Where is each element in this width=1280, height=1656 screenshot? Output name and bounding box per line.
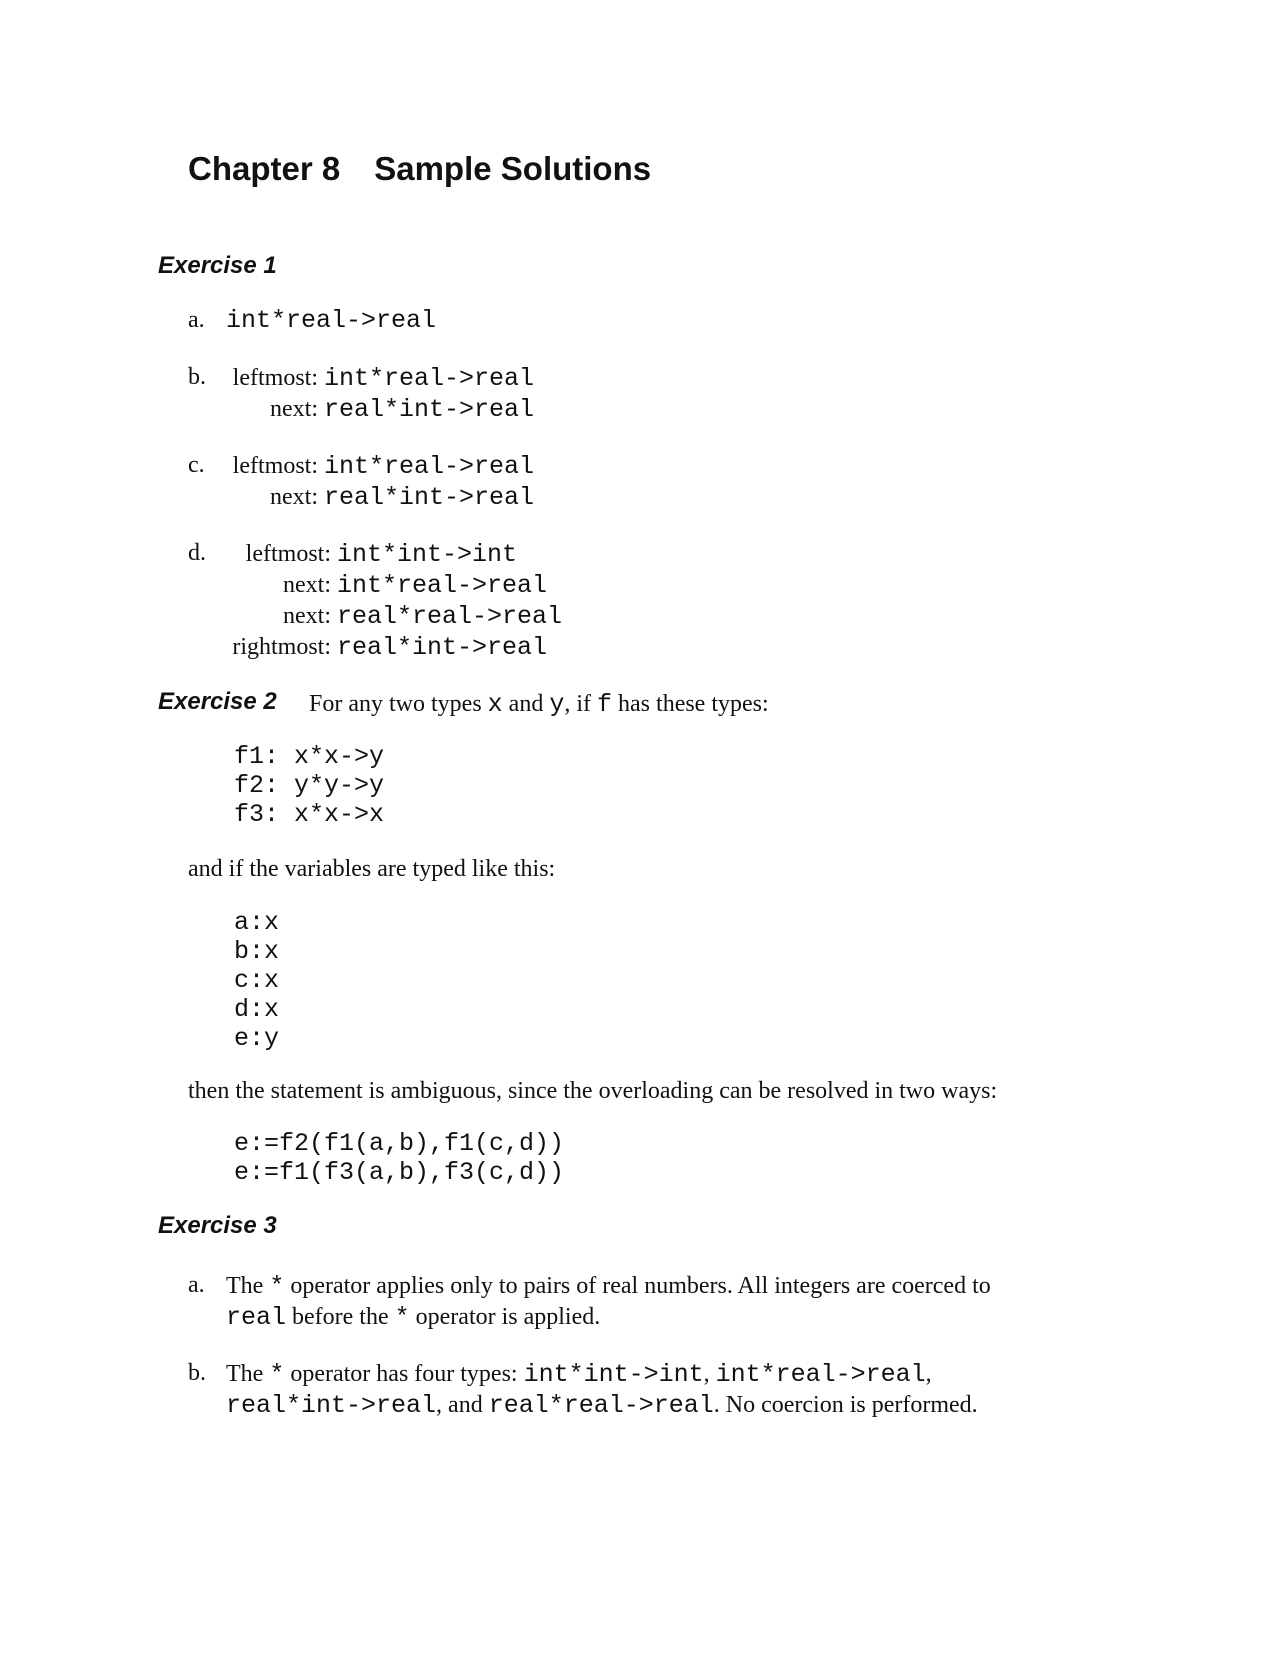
- ex3-b-line-1: [226, 1360, 932, 1389]
- ex2-intro-code-y: y: [549, 690, 565, 719]
- ex1-b-line-2: [226, 395, 534, 424]
- code-line: f3: x*x->x: [234, 800, 385, 829]
- ex1-b-leftmost-label: leftmost:: [232, 365, 318, 391]
- ex2-resolutions: [234, 1129, 564, 1187]
- ex3-b-text: , and: [436, 1392, 489, 1418]
- code-line: e:y: [234, 1024, 280, 1053]
- ex2-intro-code-f: f: [597, 690, 613, 719]
- ex2-intro-text-1: For any two types: [309, 691, 488, 717]
- ex1-a-marker: a.: [188, 307, 205, 333]
- ex1-c-leftmost-label: leftmost:: [232, 453, 318, 479]
- exercise-1-heading: Exercise 1: [158, 252, 277, 279]
- ex1-c-next-label: next:: [270, 484, 318, 510]
- ex3-b-marker: b.: [188, 1360, 206, 1386]
- ex3-a-line-1: [226, 1272, 991, 1301]
- ex3-a-operator-code: *: [269, 1272, 285, 1301]
- ex1-b-leftmost-code: int*real->real: [324, 364, 535, 393]
- ex1-b-line-1: [226, 364, 534, 393]
- ex3-a-text: operator is applied.: [409, 1304, 601, 1330]
- ex3-b-text: ,: [703, 1361, 716, 1387]
- ex2-intro-text-4: has these types:: [612, 691, 769, 717]
- ex1-a-code: int*real->real: [226, 306, 437, 335]
- ex3-b-text: ,: [925, 1361, 932, 1387]
- code-line: e:=f1(f3(a,b),f3(c,d)): [234, 1158, 565, 1187]
- ex1-c-line-2: [226, 483, 534, 512]
- ex3-b-type-code: int*real->real: [715, 1360, 926, 1389]
- ex3-b-text: . No coercion is performed.: [713, 1392, 978, 1418]
- ex1-b-marker: b.: [188, 364, 206, 390]
- ex3-b-type-code: real*int->real: [226, 1391, 437, 1420]
- ex1-d-next-label-1: next:: [283, 572, 331, 598]
- code-line: f1: x*x->y: [234, 742, 385, 771]
- ex2-intro: [309, 690, 769, 719]
- ex1-b-next-code: real*int->real: [324, 395, 535, 424]
- ex3-a-marker: a.: [188, 1272, 205, 1298]
- ex2-function-types: [234, 742, 384, 829]
- ex3-b-type-code: real*real->real: [488, 1391, 714, 1420]
- exercise-2-heading: Exercise 2: [158, 688, 277, 715]
- page-title: [188, 150, 651, 188]
- ex2-ambiguity-text: then the statement is ambiguous, since the overloading can be resolved in two ways:: [188, 1078, 998, 1104]
- ex1-d-rightmost-code: real*int->real: [337, 633, 548, 662]
- ex1-c-line-1: [226, 452, 534, 481]
- exercise-3-heading: Exercise 3: [158, 1212, 277, 1239]
- ex1-d-rightmost-label: rightmost:: [232, 634, 331, 660]
- ex2-variable-types: [234, 908, 279, 1053]
- ex1-d-leftmost-label: leftmost:: [245, 541, 331, 567]
- code-line: e:=f2(f1(a,b),f1(c,d)): [234, 1129, 565, 1158]
- ex1-d-next-code-1: int*real->real: [337, 571, 548, 600]
- ex3-a-real-code: real: [226, 1303, 287, 1332]
- ex1-d-line-1: [226, 540, 517, 569]
- ex2-intro-text-2: and: [502, 691, 550, 717]
- code-line: d:x: [234, 995, 280, 1024]
- code-line: b:x: [234, 937, 280, 966]
- chapter-title: Sample Solutions: [374, 150, 652, 187]
- ex1-d-line-2: [226, 571, 547, 600]
- ex3-a-text: before the: [286, 1304, 395, 1330]
- ex1-d-line-3: [226, 602, 562, 631]
- ex3-b-operator-code: *: [269, 1360, 285, 1389]
- ex3-b-type-code: int*int->int: [523, 1360, 704, 1389]
- ex3-b-text: The: [226, 1361, 270, 1387]
- ex3-a-text: operator applies only to pairs of real numbers. All integers are coerced to: [284, 1273, 991, 1299]
- code-line: f2: y*y->y: [234, 771, 385, 800]
- ex1-d-leftmost-code: int*int->int: [337, 540, 518, 569]
- ex3-a-text: The: [226, 1273, 270, 1299]
- ex2-intro-text-3: , if: [564, 691, 598, 717]
- ex2-vars-intro: and if the variables are typed like this:: [188, 856, 556, 882]
- ex1-d-next-label-2: next:: [283, 603, 331, 629]
- ex2-intro-code-x: x: [487, 690, 503, 719]
- ex1-b-next-label: next:: [270, 396, 318, 422]
- ex1-d-next-code-2: real*real->real: [337, 602, 563, 631]
- ex1-c-marker: c.: [188, 452, 205, 478]
- code-line: c:x: [234, 966, 280, 995]
- ex3-b-text: operator has four types:: [284, 1361, 524, 1387]
- ex3-a-operator-code: *: [394, 1303, 410, 1332]
- ex1-c-leftmost-code: int*real->real: [324, 452, 535, 481]
- ex1-d-marker: d.: [188, 540, 206, 566]
- ex1-d-line-4: [226, 633, 547, 662]
- code-line: a:x: [234, 908, 280, 937]
- chapter-number: Chapter 8: [188, 150, 341, 187]
- ex1-c-next-code: real*int->real: [324, 483, 535, 512]
- ex3-a-line-2: [226, 1303, 600, 1332]
- ex3-b-line-2: [226, 1391, 978, 1420]
